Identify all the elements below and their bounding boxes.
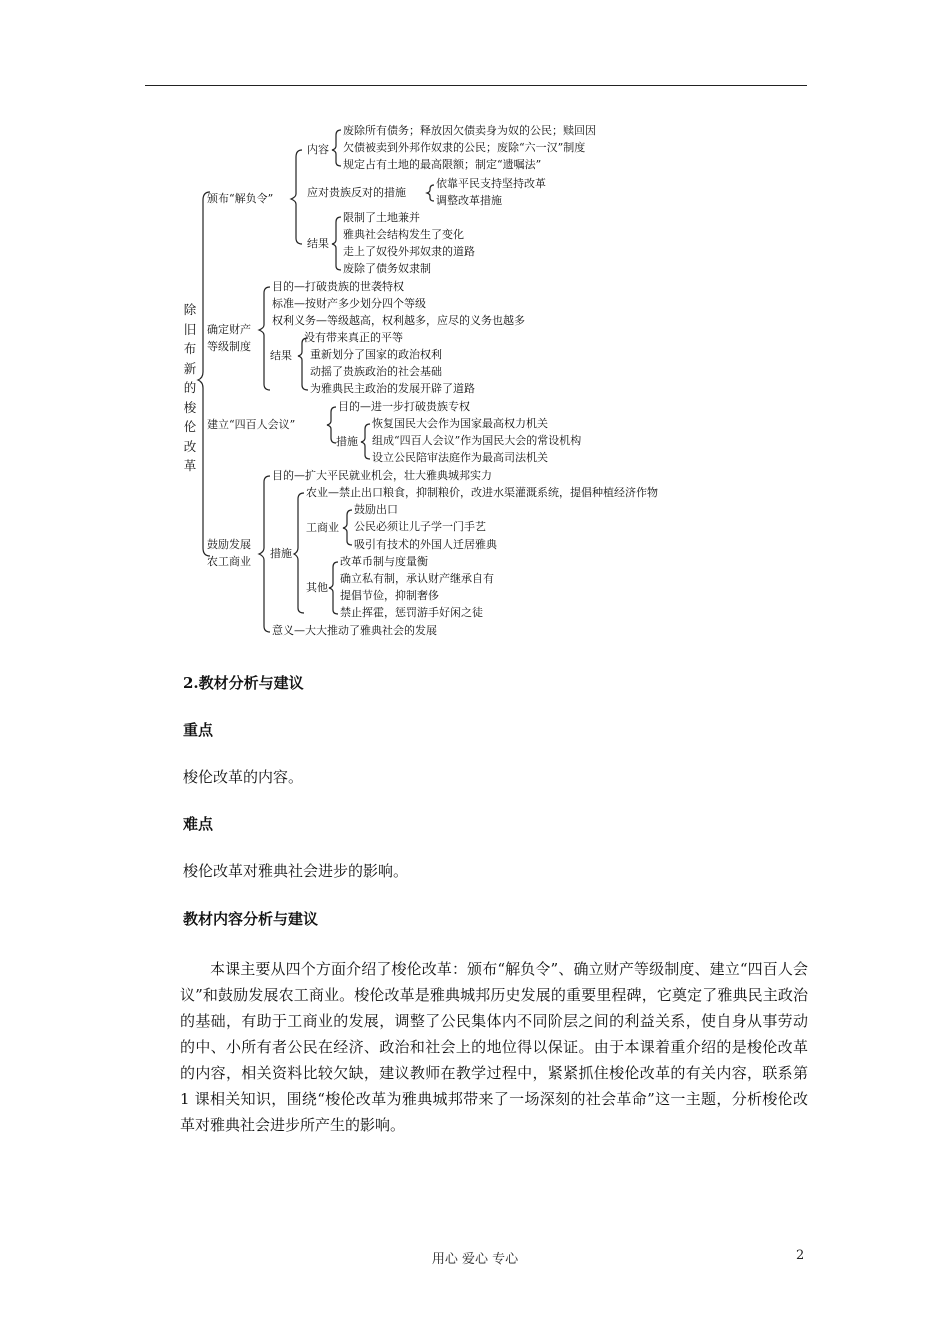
brace-lines <box>0 0 950 660</box>
decree-content-line: 欠债被卖到外邦作奴隶的公民；废除“六一汉”制度 <box>343 141 586 154</box>
property-item: 目的—打破贵族的世袭特权 <box>272 280 404 293</box>
economy-label-line1: 鼓励发展 <box>207 538 251 551</box>
section-title: 2.教材分析与建议 <box>183 674 304 692</box>
economy-other-item: 禁止挥霍，惩罚游手好闲之徒 <box>340 606 483 619</box>
decree-measure: 调整改革措施 <box>436 194 502 207</box>
economy-other-label: 其他 <box>306 581 328 594</box>
focus-text: 梭伦改革的内容。 <box>183 768 304 786</box>
decree-result: 雅典社会结构发生了变化 <box>343 228 464 241</box>
economy-purpose: 目的—扩大平民就业机会，壮大雅典城邦实力 <box>272 469 492 482</box>
property-item: 权利义务—等级越高，权利越多，应尽的义务也越多 <box>272 314 525 327</box>
council-measure: 组成“四百人会议”作为国民大会的常设机构 <box>372 434 582 447</box>
difficulty-heading: 难点 <box>183 815 214 833</box>
economy-measures-label: 措施 <box>270 547 292 560</box>
analysis-heading: 教材内容分析与建议 <box>183 910 319 928</box>
economy-industry-item: 公民必须让儿子学一门手艺 <box>354 520 486 533</box>
page-number: 2 <box>796 1248 805 1263</box>
council-purpose: 目的—进一步打破贵族专权 <box>338 400 470 413</box>
decree-result: 废除了债务奴隶制 <box>343 262 431 275</box>
economy-other-item: 改革币制与度量衡 <box>340 555 428 568</box>
property-result: 为雅典民主政治的发展开辟了道路 <box>310 382 475 395</box>
diagram-root-label: 除旧布新的梭伦改革 <box>183 302 197 473</box>
economy-other-item: 提倡节俭，抑制奢侈 <box>340 589 439 602</box>
focus-heading: 重点 <box>183 721 214 739</box>
decree-result: 走上了奴役外邦奴隶的道路 <box>343 245 475 258</box>
council-measure: 恢复国民大会作为国家最高权力机关 <box>372 417 548 430</box>
council-measure: 设立公民陪审法庭作为最高司法机关 <box>372 451 548 464</box>
property-label-line2: 等级制度 <box>207 340 251 353</box>
property-label-line1: 确定财产 <box>207 323 251 336</box>
economy-industry-label: 工商业 <box>306 521 339 534</box>
decree-result-label: 结果 <box>307 237 329 250</box>
council-label: 建立“四百人会议” <box>207 418 296 431</box>
footer-slogan: 用心 爱心 专心 <box>431 1252 519 1267</box>
property-item: 标准—按财产多少划分四个等级 <box>272 297 426 310</box>
economy-label-line2: 农工商业 <box>207 555 251 568</box>
council-measures-label: 措施 <box>336 435 358 448</box>
decree-content-line: 规定占有土地的最高限额；制定“遗嘱法” <box>343 158 542 171</box>
analysis-paragraph: 本课主要从四个方面介绍了梭伦改革：颁布“解负令”、确立财产等级制度、建立“四百人会议”和鼓励发展农工商业。梭伦改革是雅典城邦历史发展的重要里程碑，它奠定了雅典民主政治的基础，有助于工商业的发展，调整了公民集体内不同阶层之间的利益关系，使自身从事劳动的中、小所有者公民在经济、政治和社会上的地位得以保证。由于本课着重介绍的是梭伦改革的内容，相关资料比较欠缺，建议教师在教学过程中，紧紧抓住梭伦改革的有关内容，联系第 1 课相关知识，围绕“梭伦改革为雅典城邦带来了一场深刻的社会革命”这一主题，分析梭伦改革对雅典社会进步所产生的影响。 <box>180 960 808 1134</box>
decree-content-label: 内容 <box>307 143 329 156</box>
difficulty-text: 梭伦改革对雅典社会进步的影响。 <box>183 862 409 880</box>
property-result: 没有带来真正的平等 <box>304 331 403 344</box>
economy-significance: 意义—大大推动了雅典社会的发展 <box>272 624 437 637</box>
economy-agriculture: 农业—禁止出口粮食，抑制粮价，改进水渠灌溉系统，提倡种植经济作物 <box>306 486 658 499</box>
decree-result: 限制了土地兼并 <box>343 211 420 224</box>
decree-measure: 依靠平民支持坚持改革 <box>436 177 546 190</box>
decree-content-line: 废除所有债务；释放因欠债卖身为奴的公民；赎回因 <box>343 124 596 137</box>
economy-other-item: 确立私有制，承认财产继承自有 <box>340 572 494 585</box>
decree-label: 颁布“解负令” <box>207 192 274 205</box>
decree-measures-label: 应对贵族反对的措施 <box>307 186 406 199</box>
economy-industry-item: 吸引有技术的外国人迁居雅典 <box>354 538 497 551</box>
economy-industry-item: 鼓励出口 <box>354 503 398 516</box>
property-result: 重新划分了国家的政治权利 <box>310 348 442 361</box>
property-result: 动摇了贵族政治的社会基础 <box>310 365 442 378</box>
reform-diagram <box>0 0 950 660</box>
property-result-label: 结果 <box>270 349 292 362</box>
